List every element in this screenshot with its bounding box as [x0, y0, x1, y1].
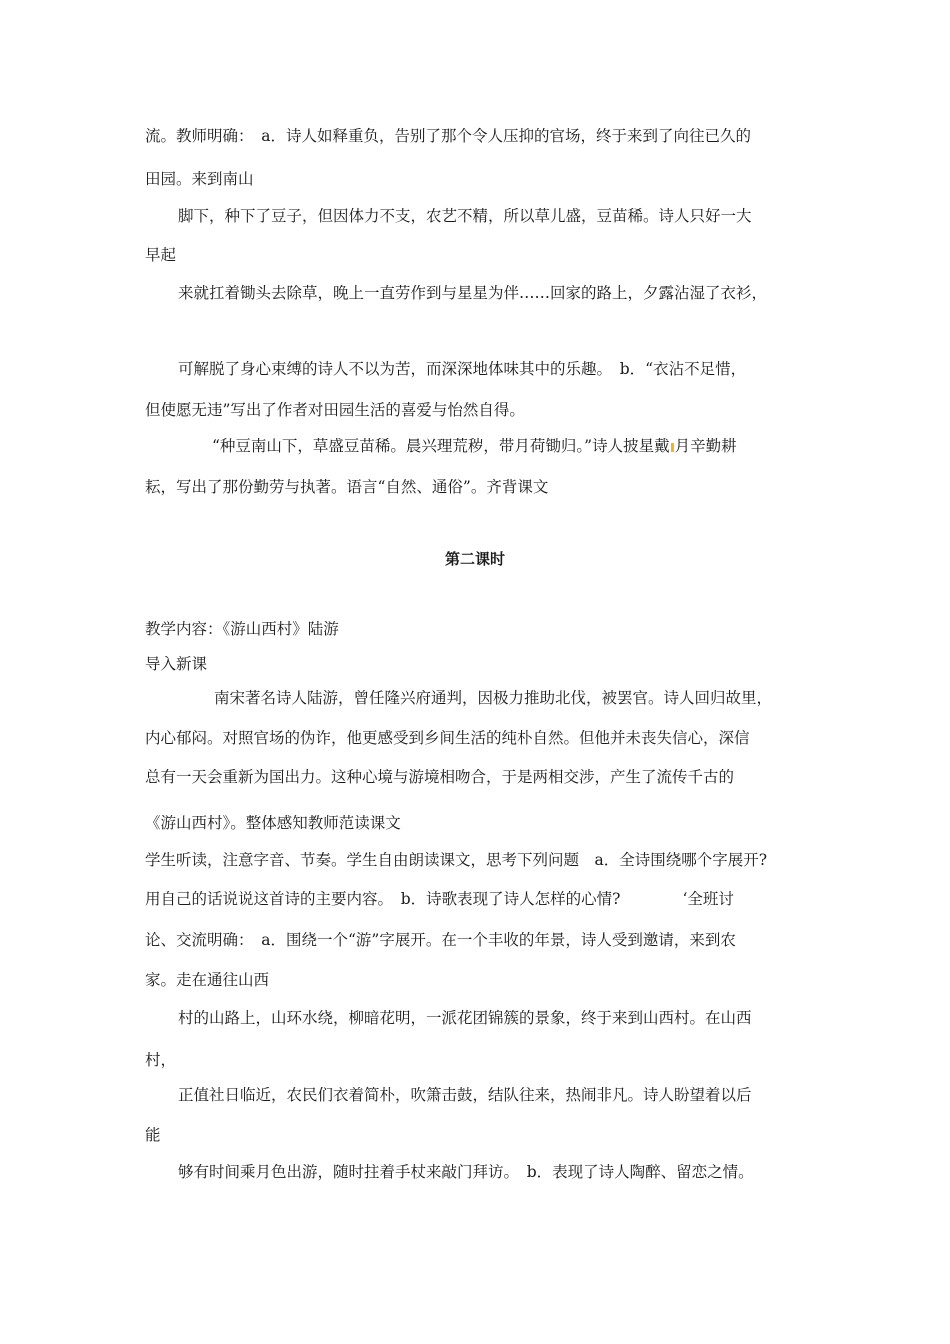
quote-text: “种豆南山下，草盛豆苗稀。晨兴理荒秽，带月荷锄归。”诗人披星戴: [212, 437, 670, 455]
cursor-marker: [671, 443, 674, 452]
paragraph-line: 正值社日临近，农民们衣着简朴，吹箫击鼓，结队往来，热闹非凡。诗人盼望着以后: [178, 1086, 752, 1104]
paragraph-line: 可解脱了身心束缚的诗人不以为苦，而深深地体味其中的乐趣。 b．“衣沾不足惜，: [178, 360, 747, 378]
paragraph-line: 村的山路上，山环水绕，柳暗花明，一派花团锦簇的景象，终于来到山西村。在山西: [178, 1009, 752, 1027]
paragraph-line: 耘，写出了那份勤劳与执著。语言“自然、通俗”。齐背课文: [145, 478, 549, 496]
paragraph-line: 流。教师明确： a．诗人如释重负，告别了那个令人压抑的官场，终于来到了向往已久的: [145, 127, 751, 145]
paragraph-line: 但使愿无违”写出了作者对田园生活的喜爱与怡然自得。: [145, 401, 525, 419]
paragraph-line: 村，: [145, 1051, 177, 1069]
paragraph-line: 够有时间乘月色出游，随时拄着手杖来敲门拜访。 b．表现了诗人陶醉、留恋之情。: [178, 1163, 754, 1181]
paragraph-line: 田园。来到南山: [145, 170, 254, 188]
paragraph-line: 南宋著名诗人陆游，曾任隆兴府通判，因极力推助北伐，被罢官。诗人回归故里，: [214, 689, 773, 707]
quote-text-tail: 月辛勤耕: [674, 437, 737, 455]
paragraph-line: 《游山西村》。整体感知教师范读课文: [145, 814, 401, 832]
paragraph-line: 早起: [145, 246, 177, 264]
paragraph-line: 论、交流明确： a．围绕一个“游”字展开。在一个丰收的年景，诗人受到邀请，来到农: [145, 931, 736, 949]
paragraph-line: 来就扛着锄头去除草，晚上一直劳作到与星星为伴……回家的路上，夕露沾湿了衣衫，: [178, 284, 768, 302]
quote-line: [212, 436, 737, 456]
paragraph-line: 能: [145, 1126, 161, 1144]
section-heading: 第二课时: [444, 550, 505, 568]
paragraph-line: 家。走在通往山西: [145, 971, 270, 989]
teaching-content-line: 教学内容：《游山西村》陆游: [145, 620, 339, 638]
intro-heading: 导入新课: [145, 655, 208, 673]
paragraph-line: 脚下，种下了豆子，但因体力不支，农艺不精，所以草儿盛，豆苗稀。诗人只好一大: [178, 207, 752, 225]
paragraph-line: 总有一天会重新为国出力。这种心境与游境相吻合，于是两相交涉，产生了流传千古的: [145, 768, 735, 786]
paragraph-line: 内心郁闷。对照官场的伪诈，他更感受到乡间生活的纯朴自然。但他并未丧失信心，深信: [145, 729, 750, 747]
paragraph-line: 学生听读，注意字音、节奏。学生自由朗读课文，思考下列问题 a．全诗围绕哪个字展开?: [145, 851, 768, 869]
paragraph-line: 用自己的话说说这首诗的主要内容。 b．诗歌表现了诗人怎样的心情? ‘全班讨: [145, 890, 734, 908]
